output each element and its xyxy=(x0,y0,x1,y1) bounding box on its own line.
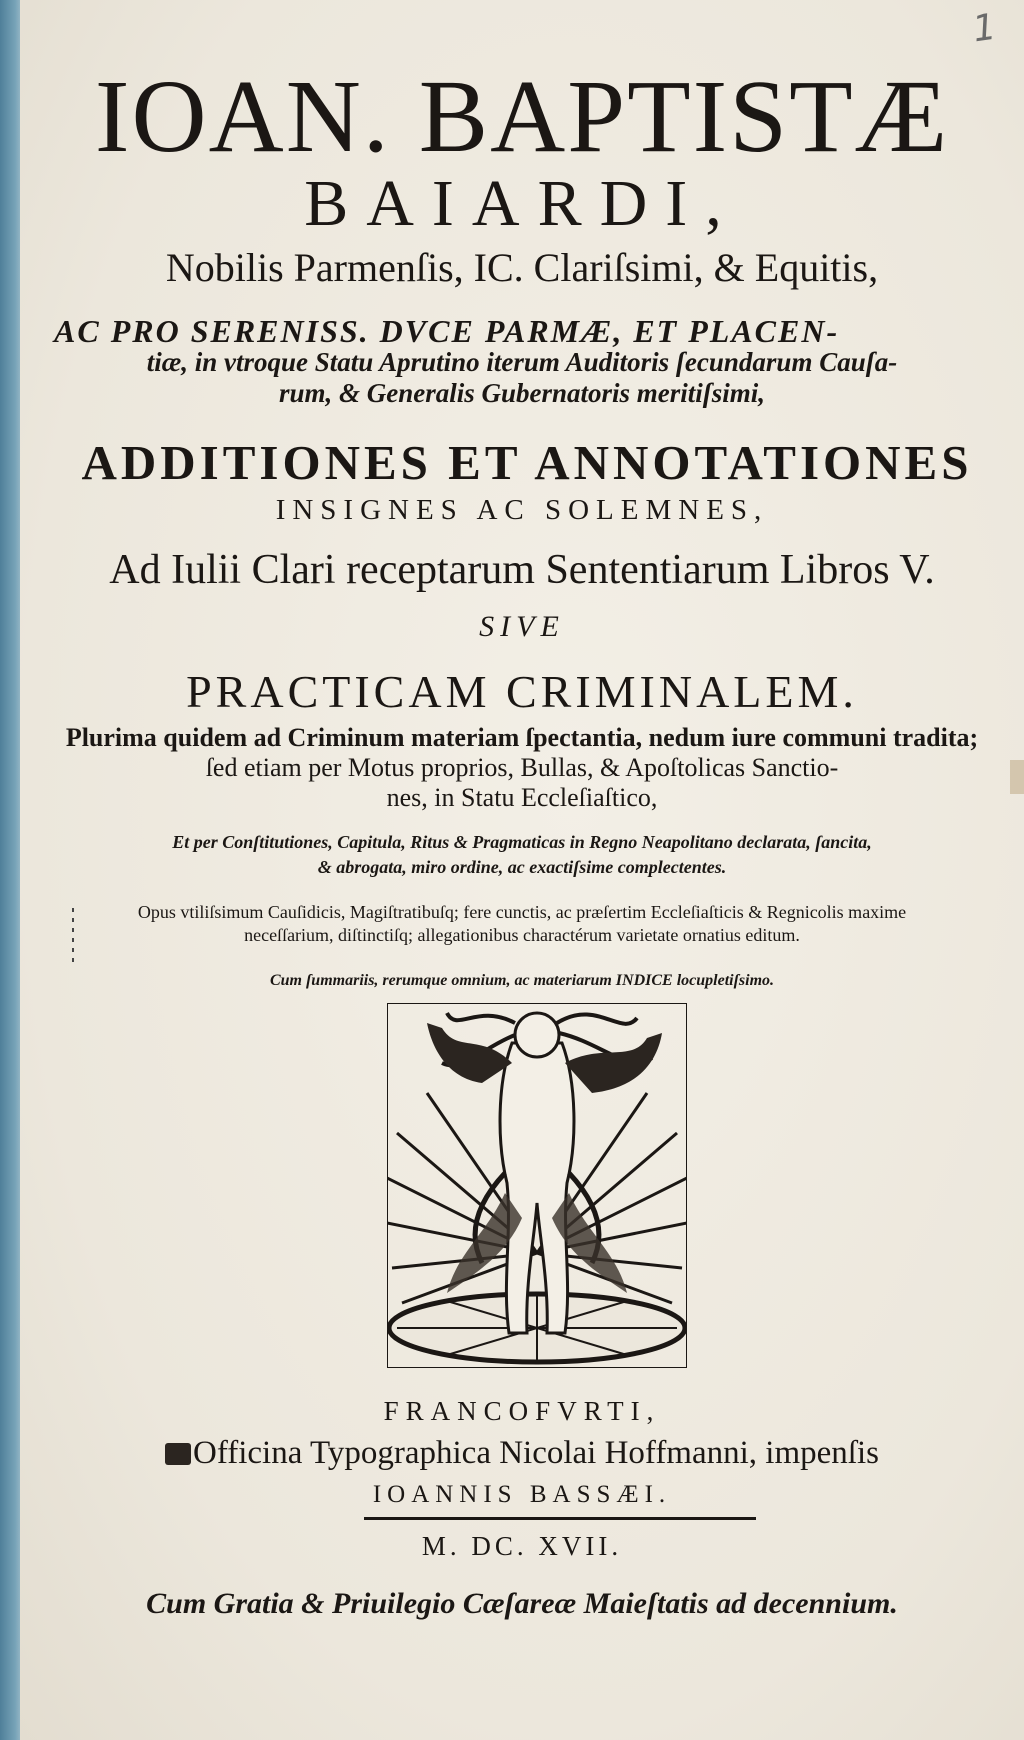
description-line-5: & abrogata, miro ordine, ac exactiſsime complectentes. xyxy=(317,857,727,877)
work-title-line-3: Ad Iulii Clari receptarum Sententiarum Libros V. xyxy=(109,547,935,593)
paper-tab xyxy=(1010,760,1024,794)
imprint-divider xyxy=(364,1517,756,1520)
printer-device-woodcut xyxy=(387,1003,687,1368)
work-title-sive: SIVE xyxy=(479,610,565,643)
imprint-printer xyxy=(20,1432,1024,1474)
description-line-6: Opus vtiliſsimum Cauſidicis, Magiſtratibuſq; fere cunctis, ac præſertim Eccleſiaſticis & Regnicolis maxime xyxy=(137,902,907,922)
imprint-city: FRANCOFVRTI, xyxy=(383,1396,661,1426)
title-line-2: BAIARDI, xyxy=(304,167,740,240)
margin-ink-mark xyxy=(68,908,78,968)
author-desc-line-3: tiæ, in vtroque Statu Aprutino iterum Auditoris ſecundarum Cauſa- xyxy=(146,347,898,377)
description-line-8: Cum ſummariis, rerumque omnium, ac materiarum INDICE locupletiſsimo. xyxy=(269,972,775,989)
description-line-1: Plurima quidem ad Criminum materiam ſpectantia, nedum iure communi tradita; xyxy=(65,723,979,752)
title-line-1: IOAN. BAPTISTÆ xyxy=(94,59,950,174)
author-desc-line-4: rum, & Generalis Gubernatoris meritiſsimi, xyxy=(278,378,766,408)
ink-blot-initial-icon xyxy=(165,1443,191,1465)
work-title-line-1: ADDITIONES ET ANNOTATIONES xyxy=(81,435,973,490)
description-line-2: ſed etiam per Motus proprios, Bullas, & Apoſtolicas Sanctio- xyxy=(205,753,839,782)
author-desc-line-2: AC PRO SERENISS. DVCE PARMÆ, ET PLACEN- xyxy=(54,313,840,349)
imprint-privilege: Cum Gratia & Priuilegio Cæſareæ Maieſtatis ad decennium. xyxy=(146,1587,898,1620)
imprint-printer-text: Officina Typographica Nicolai Hoffmanni, impenſis xyxy=(193,1435,879,1471)
imprint-publisher: IOANNIS BASSÆI. xyxy=(372,1481,672,1508)
author-desc-line-1: Nobilis Parmenſis, IC. Clariſsimi, & Equitis, xyxy=(165,245,879,290)
title-page xyxy=(20,0,1024,1740)
imprint-year: M. DC. XVII. xyxy=(421,1531,623,1561)
work-title-line-2: INSIGNES AC SOLEMNES, xyxy=(275,494,769,526)
work-title-line-4: PRACTICAM CRIMINALEM. xyxy=(186,666,858,717)
description-line-3: nes, in Statu Eccleſiaſtico, xyxy=(386,783,658,812)
description-line-4: Et per Conſtitutiones, Capitula, Ritus & Pragmaticas in Regno Neapolitano declarata, ſancita, xyxy=(172,832,872,852)
page-number: 1 xyxy=(970,6,999,51)
description-line-7: neceſſarium, diſtinctiſq; allegationibus charactérum varietate ornatius editum. xyxy=(244,925,800,945)
